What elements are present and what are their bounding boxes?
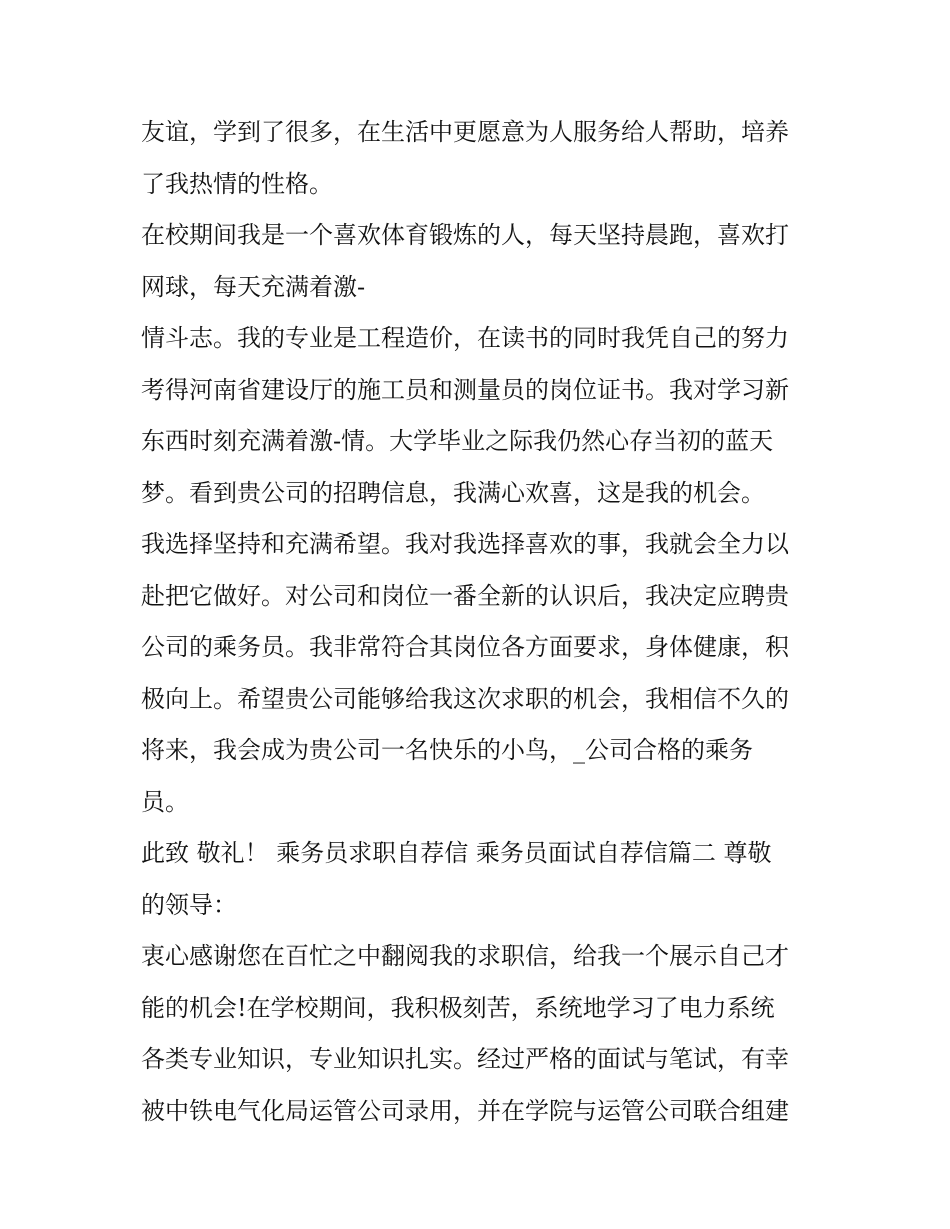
text-line: 将来，我会成为贵公司一名快乐的小鸟，_公司合格的乘务 — [141, 736, 753, 764]
text-line: 东西时刻充满着激-情。大学毕业之际我仍然心存当初的蓝天 — [141, 427, 774, 455]
text-line: 被中铁电气化局运管公司录用，并在学院与运管公司联合组建 — [141, 1096, 789, 1125]
text-line: 梦。看到贵公司的招聘信息，我满心欢喜，这是我的机会。 — [141, 478, 765, 507]
text-line: 此致 敬礼！ 乘务员求职自荐信 乘务员面试自荐信篇二 尊敬 — [141, 839, 772, 867]
text-line: 情斗志。我的专业是工程造价，在读书的同时我凭自己的努力 — [141, 324, 789, 352]
document-body — [141, 107, 831, 1137]
text-line: 友谊，学到了很多，在生活中更愿意为人服务给人帮助，培养 — [141, 118, 789, 146]
text-line: 赴把它做好。对公司和岗位一番全新的认识后，我决定应聘贵 — [141, 581, 789, 610]
text-line: 了我热情的性格。 — [141, 169, 333, 198]
text-line: 各类专业知识，专业知识扎实。经过严格的面试与笔试，有幸 — [141, 1045, 789, 1073]
text-line: 衷心感谢您在百忙之中翻阅我的求职信，给我一个展示自己才 — [141, 942, 789, 970]
text-line: 的领导： — [141, 890, 237, 919]
text-line: 我选择坚持和充满希望。我对我选择喜欢的事，我就会全力以 — [141, 530, 789, 558]
text-line: 网球，每天充满着激- — [141, 272, 366, 301]
text-line: 公司的乘务员。我非常符合其岗位各方面要求，身体健康，积 — [141, 633, 789, 661]
text-line: 考得河南省建设厅的施工员和测量员的岗位证书。我对学习新 — [141, 375, 789, 404]
text-line: 员。 — [141, 787, 189, 816]
text-line: 能的机会!在学校期间，我积极刻苦，系统地学习了电力系统 — [141, 993, 775, 1022]
text-line: 在校期间我是一个喜欢体育锻炼的人，每天坚持晨跑，喜欢打 — [141, 221, 789, 249]
text-line: 极向上。希望贵公司能够给我这次求职的机会，我相信不久的 — [141, 684, 789, 713]
